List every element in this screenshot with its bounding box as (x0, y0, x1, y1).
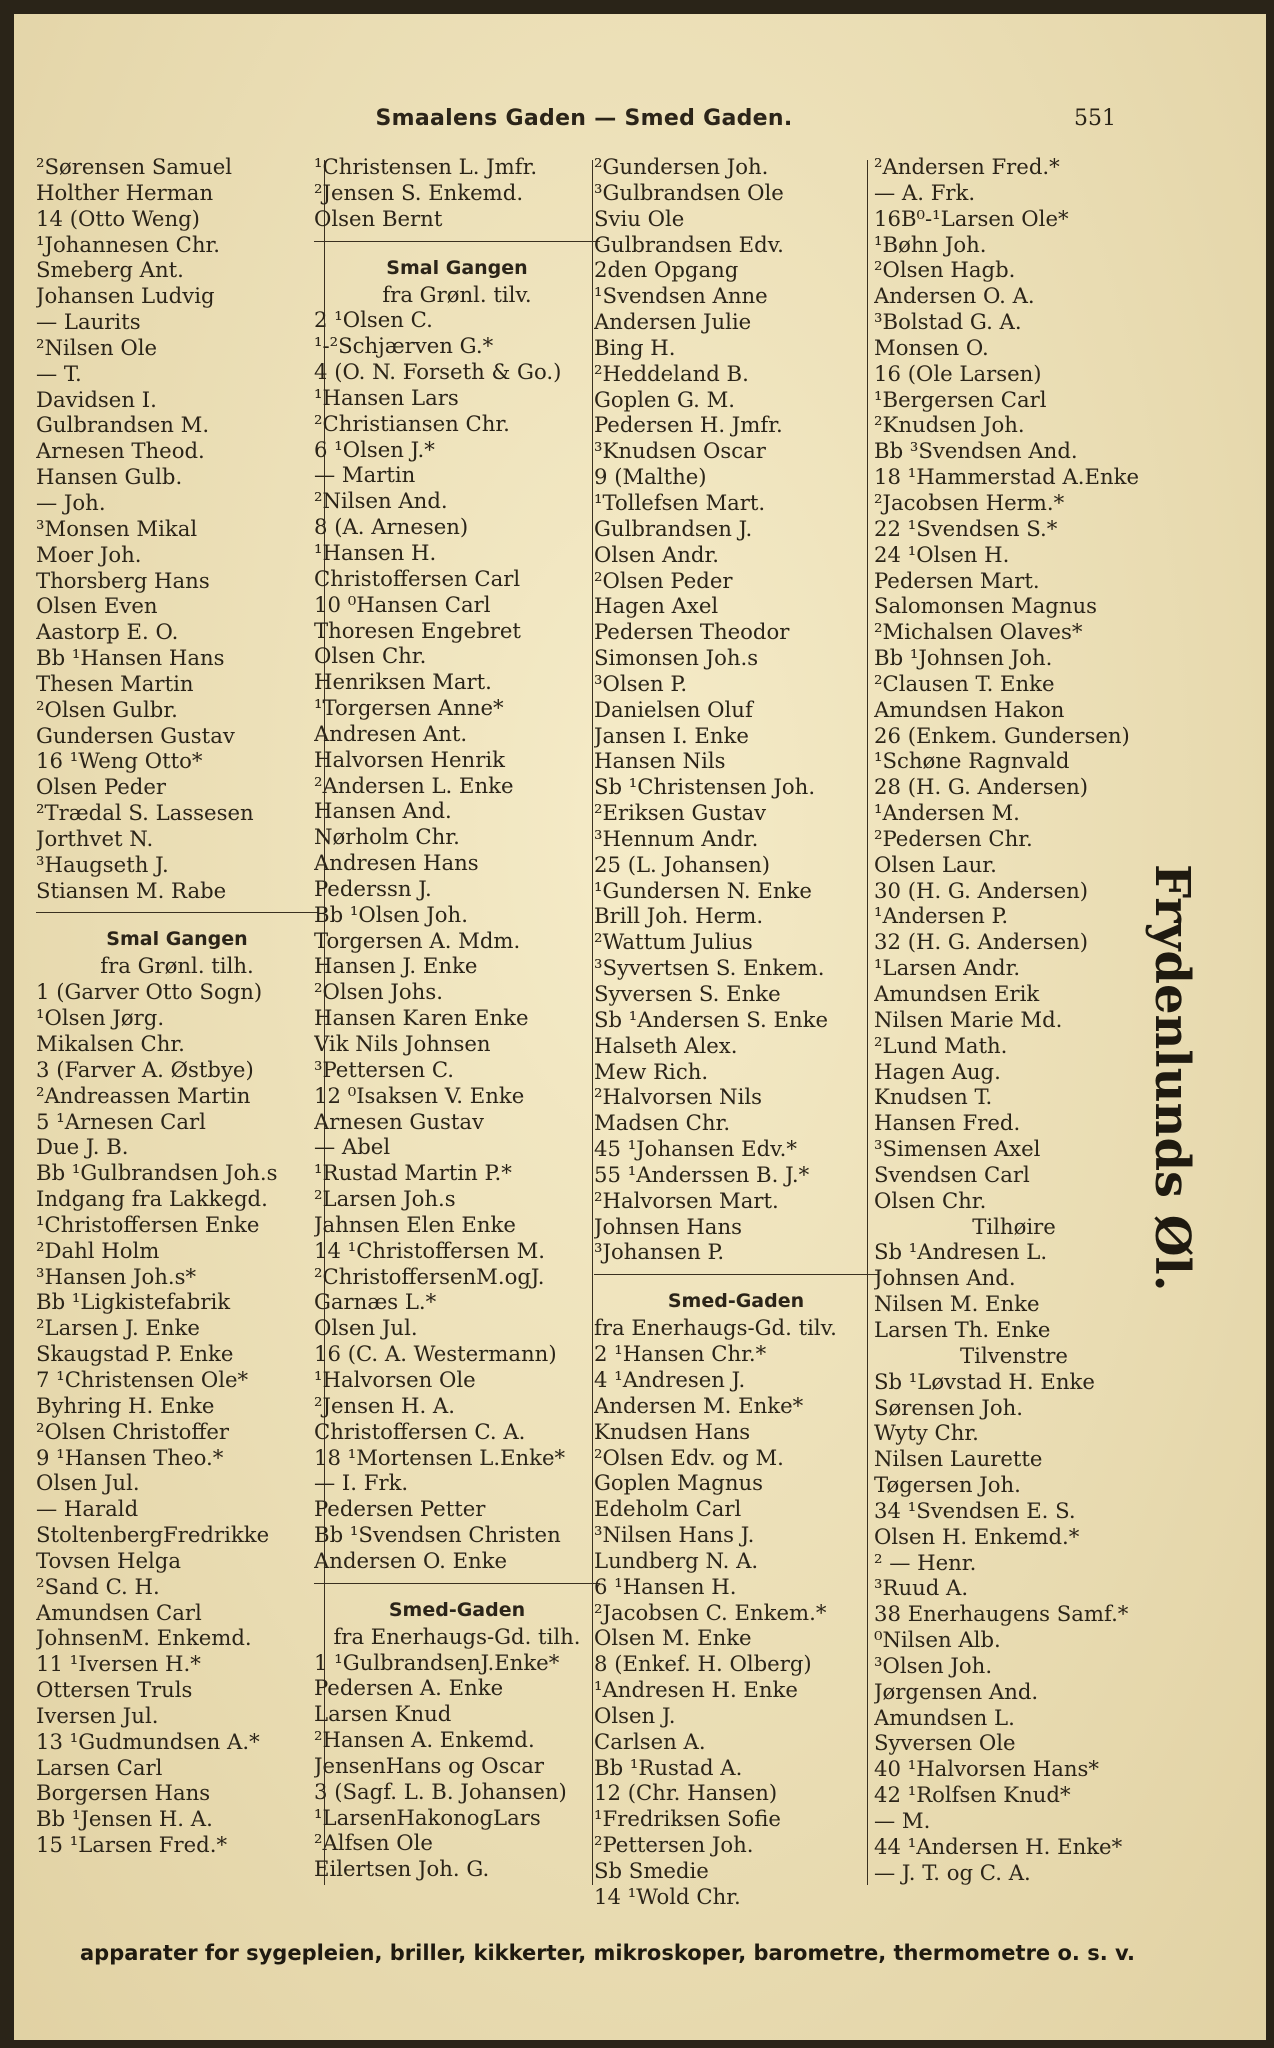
resident-entry: Johansen Ludvig (36, 283, 215, 309)
resident-entry: ²Olsen Hagb. (874, 257, 1016, 283)
resident-entry: Nilsen Laurette (874, 1446, 1043, 1472)
resident-entry: Iversen Jul. (36, 1702, 159, 1728)
resident-entry: Andersen O. Enke (314, 1547, 508, 1573)
resident-entry: 44 ¹Andersen H. Enke* (874, 1833, 1123, 1859)
resident-entry: Jahnsen Elen Enke (314, 1211, 516, 1237)
resident-entry: 40 ¹Halvorsen Hans* (874, 1756, 1099, 1782)
resident-entry: fra Enerhaugs-Gd. tilv. (594, 1315, 837, 1341)
section-rule (314, 1574, 600, 1584)
resident-entry: Olsen Chr. (314, 643, 427, 669)
resident-entry: — M. (874, 1808, 931, 1833)
resident-entry: Tovsen Helga (36, 1547, 181, 1573)
resident-entry: Jansen I. Enke (594, 722, 749, 748)
resident-entry: Tøgersen Joh. (874, 1472, 1021, 1498)
resident-entry: ³Syvertsen S. Enkem. (594, 955, 825, 981)
resident-entry: 12 (Chr. Hansen) (594, 1780, 778, 1806)
resident-entry: ²Eriksen Gustav (594, 800, 767, 826)
resident-entry: Larsen Th. Enke (874, 1316, 1051, 1342)
resident-entry: Edeholm Carl (594, 1496, 742, 1522)
resident-entry: Pedersen A. Enke (314, 1675, 504, 1701)
resident-entry: Olsen J. (594, 1702, 676, 1728)
resident-entry: Nørholm Chr. (314, 824, 460, 850)
resident-entry: 32 (H. G. Andersen) (874, 929, 1089, 955)
resident-entry: Halseth Alex. (594, 1032, 738, 1058)
resident-entry: 16 (C. A. Westermann) (314, 1341, 557, 1367)
resident-entry: JensenHans og Oscar (314, 1752, 545, 1778)
section-rule (36, 903, 318, 913)
resident-entry: ¹Hansen H. (314, 539, 437, 565)
resident-entry: Sb ¹Christensen Joh. (594, 774, 816, 800)
resident-entry: ¹Olsen Jørg. (36, 1005, 165, 1031)
resident-entry: JohnsenM. Enkemd. (36, 1625, 252, 1651)
resident-entry: 16B⁰-¹Larsen Ole* (874, 205, 1069, 231)
street-subheading: fra Grønl. tilh. (100, 953, 254, 979)
resident-entry: ¹Andersen P. (874, 903, 1009, 929)
resident-entry: ²Olsen Johs. (314, 979, 443, 1005)
resident-entry: Syversen S. Enke (594, 981, 781, 1006)
resident-entry: Bb ¹Svendsen Christen (314, 1522, 561, 1548)
resident-entry: ²Lund Math. (874, 1032, 1008, 1058)
resident-entry: ²Halvorsen Mart. (594, 1187, 779, 1213)
resident-entry: — Martin (314, 462, 416, 488)
resident-entry: Davidsen I. (36, 386, 157, 412)
resident-entry: Hansen J. Enke (314, 953, 478, 979)
resident-entry: 15 ¹Larsen Fred.* (36, 1832, 228, 1858)
resident-entry: Byhring H. Enke (36, 1392, 215, 1418)
resident-entry: Henriksen Mart. (314, 669, 492, 695)
resident-entry: Mew Rich. (594, 1058, 709, 1084)
resident-entry: Johnsen Hans (594, 1213, 742, 1239)
page-number: 551 (1074, 106, 1116, 131)
resident-entry: Gulbrandsen J. (594, 515, 753, 541)
resident-entry: Olsen M. Enke (594, 1625, 752, 1651)
column-1 (36, 154, 318, 1858)
resident-entry: Salomonsen Magnus (874, 593, 1098, 619)
resident-entry: — J. T. og C. A. (874, 1859, 1031, 1885)
resident-entry: Amundsen Hakon (874, 696, 1065, 722)
resident-entry: 12 ⁰Isaksen V. Enke (314, 1082, 525, 1108)
resident-entry: 2 ¹Olsen C. (314, 307, 433, 333)
resident-entry: Sb ¹Andresen L. (874, 1239, 1048, 1265)
resident-entry: Moer Joh. (36, 541, 142, 567)
resident-entry: Sviu Ole (594, 205, 685, 231)
resident-entry: — I. Frk. (314, 1470, 409, 1496)
resident-entry: Larsen Carl (36, 1754, 163, 1780)
resident-entry: Pedersen Theodor (594, 619, 790, 645)
street-heading: Smed-Gaden (388, 1598, 526, 1621)
resident-entry: StoltenbergFredrikke (36, 1522, 270, 1548)
resident-entry: Simonsen Joh.s (594, 645, 759, 671)
resident-entry: ²Sand C. H. (36, 1573, 160, 1599)
resident-entry: 38 Enerhaugens Samf.* (874, 1601, 1129, 1627)
directory-page (14, 14, 1266, 2040)
resident-entry: Johnsen And. (874, 1265, 1016, 1291)
resident-entry: ³Ruud A. (874, 1575, 969, 1601)
resident-entry: Olsen Chr. (874, 1187, 987, 1213)
resident-entry: Thoresen Engebret (314, 617, 521, 643)
resident-entry: ¹Gundersen N. Enke (594, 877, 812, 903)
resident-entry: ³Nilsen Hans J. (594, 1522, 755, 1548)
resident-entry: Amundsen L. (874, 1704, 1015, 1730)
resident-entry: Bb ¹Gulbrandsen Joh.s (36, 1160, 278, 1186)
resident-entry: Goplen Magnus (594, 1470, 763, 1496)
resident-entry: Carlsen A. (594, 1728, 706, 1754)
resident-entry: ²Olsen Peder (594, 567, 733, 593)
column-divider (592, 160, 593, 1885)
resident-entry: 3 (Sagf. L. B. Johansen) (314, 1778, 567, 1804)
resident-entry: ²Pedersen Chr. (874, 825, 1033, 851)
resident-entry: ¹LarsenHakonogLars (314, 1804, 541, 1830)
resident-entry: Olsen H. Enkemd.* (874, 1523, 1080, 1549)
resident-entry: Monsen O. (874, 334, 989, 360)
resident-entry: Jorthvet N. (36, 825, 154, 851)
resident-entry: ²Andersen L. Enke (314, 772, 514, 798)
resident-entry: Amundsen Carl (36, 1599, 202, 1625)
resident-entry: 11 ¹Iversen H.* (36, 1651, 201, 1677)
resident-entry: Bb ³Svendsen And. (874, 438, 1078, 464)
resident-entry: Bb ¹Johnsen Joh. (874, 645, 1053, 671)
resident-entry: 1 ¹GulbrandsenJ.Enke* (314, 1649, 560, 1675)
resident-entry: ²Jacobsen Herm.* (874, 489, 1065, 515)
resident-entry: 25 (L. Johansen) (594, 851, 770, 877)
resident-entry: ²Gundersen Joh. (594, 154, 769, 179)
resident-entry: — Abel (314, 1134, 391, 1160)
resident-entry: ³Gulbrandsen Ole (594, 179, 784, 205)
resident-entry: Gulbrandsen M. (36, 412, 210, 438)
resident-entry: Hansen Fred. (874, 1110, 1021, 1136)
resident-entry: Hagen Axel (594, 593, 719, 619)
resident-entry: 2den Opgang (594, 257, 739, 283)
resident-entry: Wyty Chr. (874, 1420, 979, 1446)
resident-entry: Olsen Peder (36, 774, 167, 800)
column-3 (594, 154, 878, 1910)
resident-entry: Andersen O. A. (874, 283, 1035, 309)
resident-entry: ²Larsen J. Enke (36, 1315, 200, 1341)
resident-entry: ²Sørensen Samuel (36, 154, 233, 179)
resident-entry: 22 ¹Svendsen S.* (874, 515, 1058, 541)
resident-entry: 5 ¹Arnesen Carl (36, 1108, 206, 1134)
resident-entry: Christoffersen Carl (314, 565, 521, 591)
resident-entry: 34 ¹Svendsen E. S. (874, 1497, 1076, 1523)
resident-entry: Syversen Ole (874, 1730, 1016, 1756)
resident-entry: Knudsen Hans (594, 1418, 751, 1444)
resident-entry: 4 ¹Andresen J. (594, 1366, 746, 1392)
column-divider (867, 160, 868, 1885)
resident-entry: 4 (O. N. Forseth & Go.) (314, 359, 562, 385)
resident-entry: 3 (Farver A. Østbye) (36, 1056, 254, 1082)
resident-entry: — T. (36, 360, 82, 386)
resident-entry: ³Hansen Joh.s* (36, 1263, 197, 1289)
resident-entry: Lundberg N. A. (594, 1547, 759, 1573)
resident-entry: 45 ¹Johansen Edv.* (594, 1136, 797, 1162)
resident-entry: Christoffersen C. A. (314, 1418, 526, 1444)
resident-entry: Pedersen H. Jmfr. (594, 412, 783, 438)
resident-entry: Holther Herman (36, 179, 214, 205)
resident-entry: 1 (Garver Otto Sogn) (36, 979, 263, 1005)
resident-entry: Borgersen Hans (36, 1780, 211, 1806)
resident-entry: 6 ¹Olsen J.* (314, 436, 435, 462)
resident-entry: 26 (Enkem. Gundersen) (874, 722, 1130, 748)
resident-entry: Indgang fra Lakkegd. (36, 1186, 268, 1212)
resident-entry: ³Haugseth J. (36, 851, 169, 877)
resident-entry: ¹Svendsen Anne (594, 283, 768, 309)
resident-entry: Due J. B. (36, 1134, 129, 1160)
resident-entry: Gundersen Gustav (36, 722, 235, 748)
resident-entry: ³Olsen P. (594, 670, 688, 696)
street-heading: Smal Gangen (386, 256, 528, 279)
resident-entry: Pedersen Petter (314, 1496, 486, 1522)
footer-advertisement: apparater for sygepleien, briller, kikkerter, mikroskoper, barometre, thermometre o. s. v. (80, 1941, 1135, 1965)
resident-entry: 28 (H. G. Andersen) (874, 774, 1089, 800)
resident-entry: 6 ¹Hansen H. (594, 1573, 737, 1599)
resident-entry: Bing H. (594, 334, 676, 360)
resident-entry: Sb ¹Andersen S. Enke (594, 1006, 828, 1032)
resident-entry: ²Christiansen Chr. (314, 410, 510, 436)
resident-entry: ²Pettersen Joh. (594, 1832, 754, 1858)
street-subheading: fra Enerhaugs-Gd. tilh. (333, 1623, 581, 1649)
resident-entry: Mikalsen Chr. (36, 1031, 185, 1056)
resident-entry: 18 ¹Mortensen L.Enke* (314, 1444, 566, 1470)
resident-entry: ²Olsen Gulbr. (36, 696, 178, 722)
section-rule (594, 1265, 878, 1275)
resident-entry: ²Heddeland B. (594, 360, 749, 386)
resident-entry: ¹Halvorsen Ole (314, 1366, 476, 1392)
resident-entry: Torgersen A. Mdm. (314, 927, 521, 953)
resident-entry: ²Michalsen Olaves* (874, 619, 1083, 645)
resident-entry: Eilertsen Joh. G. (314, 1856, 490, 1882)
resident-entry: ²Clausen T. Enke (874, 670, 1055, 696)
resident-entry: Goplen G. M. (594, 386, 736, 412)
resident-entry: Gulbrandsen Edv. (594, 231, 784, 257)
resident-entry: Stiansen M. Rabe (36, 877, 227, 903)
resident-entry: Knudsen T. (874, 1084, 993, 1110)
resident-entry: ²Jacobsen C. Enkem.* (594, 1599, 827, 1625)
resident-entry: 8 (Enkef. H. Olberg) (594, 1651, 812, 1677)
resident-entry: Arnesen Theod. (36, 438, 205, 464)
resident-entry: Thesen Martin (36, 670, 194, 696)
resident-entry: Hansen Nils (594, 748, 726, 774)
resident-entry: 18 ¹Hammerstad A.Enke (874, 464, 1139, 490)
resident-entry: Bb ¹Rustad A. (594, 1754, 743, 1780)
resident-entry: ² — Henr. (874, 1549, 977, 1575)
resident-entry: ²Olsen Edv. og M. (594, 1444, 784, 1470)
resident-entry: — Joh. (36, 489, 106, 515)
resident-entry: ¹-²Schjærven G.* (314, 333, 494, 359)
resident-entry: Smeberg Ant. (36, 257, 184, 283)
street-heading: Smed-Gaden (667, 1290, 805, 1313)
resident-entry: Bb ¹Olsen Joh. (314, 901, 468, 927)
resident-entry: ²Jensen H. A. (314, 1392, 455, 1418)
resident-entry: ²ChristoffersenM.ogJ. (314, 1263, 545, 1289)
resident-entry: 16 ¹Weng Otto* (36, 748, 203, 774)
resident-entry: Sb Smedie (594, 1858, 709, 1883)
resident-entry: Aastorp E. O. (36, 619, 179, 645)
resident-entry: 55 ¹Anderssen B. J.* (594, 1161, 810, 1187)
resident-entry: 9 ¹Hansen Theo.* (36, 1444, 224, 1470)
resident-entry: Olsen Andr. (594, 541, 719, 567)
resident-entry: ²Trædal S. Lassesen (36, 800, 254, 826)
section-rule (314, 232, 600, 242)
resident-entry: ³Knudsen Oscar (594, 438, 766, 464)
resident-entry: ²Halvorsen Nils (594, 1084, 762, 1110)
resident-entry: Pedersen Mart. (874, 567, 1040, 593)
resident-entry: Hansen Karen Enke (314, 1005, 529, 1031)
resident-entry: Andresen Hans (314, 850, 479, 876)
resident-entry: Vik Nils Johnsen (314, 1031, 491, 1056)
resident-entry: ¹Bøhn Joh. (874, 231, 987, 257)
resident-entry: Andersen M. Enke* (594, 1392, 804, 1418)
resident-entry: Nilsen Marie Md. (874, 1006, 1063, 1032)
street-heading: Smal Gangen (106, 928, 248, 951)
resident-entry: Nilsen M. Enke (874, 1291, 1040, 1317)
resident-entry: ¹Tollefsen Mart. (594, 489, 766, 515)
resident-entry: ¹Schøne Ragnvald (874, 748, 1070, 774)
resident-entry: ¹Rustad Martin P.* (314, 1160, 512, 1186)
resident-entry: ³Hennum Andr. (594, 825, 759, 851)
resident-entry: ¹Johannesen Chr. (36, 231, 221, 257)
resident-entry: 14 ¹Wold Chr. (594, 1883, 741, 1909)
resident-entry: ¹Fredriksen Sofie (594, 1806, 781, 1832)
resident-entry: — Laurits (36, 309, 141, 335)
resident-entry: Sb ¹Løvstad H. Enke (874, 1368, 1095, 1394)
resident-entry: ¹Christoffersen Enke (36, 1211, 260, 1237)
resident-entry: Bb ¹Hansen Hans (36, 645, 225, 671)
resident-entry: 24 ¹Olsen H. (874, 541, 1010, 567)
resident-entry: ²Olsen Christoffer (36, 1418, 230, 1444)
resident-entry: ²Andreassen Martin (36, 1082, 251, 1108)
resident-entry: Bb ¹Ligkistefabrik (36, 1289, 231, 1315)
resident-entry: 7 ¹Christensen Ole* (36, 1366, 249, 1392)
resident-entry: ¹Andersen M. (874, 800, 1020, 826)
resident-entry: Amundsen Erik (874, 981, 1040, 1006)
resident-entry: Olsen Bernt (314, 205, 443, 231)
column-4 (874, 154, 1154, 1886)
resident-entry: ²Andersen Fred.* (874, 154, 1060, 179)
resident-entry: Halvorsen Henrik (314, 746, 505, 772)
resident-entry: ⁰Nilsen Alb. (874, 1627, 1001, 1653)
column-2 (314, 154, 600, 1882)
resident-entry: — A. Frk. (874, 179, 976, 205)
resident-entry: Hansen Gulb. (36, 464, 183, 490)
resident-entry: Pederssn J. (314, 875, 432, 901)
resident-entry: ³Monsen Mikal (36, 515, 198, 541)
resident-entry: 14 ¹Christoffersen M. (314, 1237, 546, 1263)
resident-entry: Svendsen Carl (874, 1161, 1030, 1187)
resident-entry: Jørgensen And. (874, 1678, 1039, 1704)
resident-entry: ²Dahl Holm (36, 1237, 160, 1263)
resident-entry: 10 ⁰Hansen Carl (314, 591, 491, 617)
page-header: Smaalens Gaden — Smed Gaden. (375, 106, 793, 131)
resident-entry: ²Larsen Joh.s (314, 1186, 456, 1212)
resident-entry: Olsen Laur. (874, 851, 997, 877)
resident-entry: 9 (Malthe) (594, 464, 707, 490)
resident-entry: Bb ¹Jensen H. A. (36, 1806, 213, 1832)
resident-entry: 2 ¹Hansen Chr.* (594, 1341, 767, 1367)
resident-entry: Sørensen Joh. (874, 1394, 1024, 1420)
resident-entry: ¹Larsen Andr. (874, 955, 1021, 981)
resident-entry: Olsen Even (36, 593, 158, 619)
resident-entry: 8 (A. Arnesen) (314, 514, 469, 540)
resident-entry: Madsen Chr. (594, 1110, 731, 1136)
resident-entry: ¹Andresen H. Enke (594, 1677, 798, 1703)
resident-entry: Olsen Jul. (314, 1315, 418, 1341)
resident-entry: ³Olsen Joh. (874, 1652, 993, 1678)
resident-entry: Andersen Julie (594, 309, 752, 335)
resident-entry: Hagen Aug. (874, 1058, 1001, 1084)
resident-entry: Skaugstad P. Enke (36, 1341, 234, 1367)
resident-entry: ²Nilsen And. (314, 488, 448, 514)
resident-entry: Brill Joh. Herm. (594, 903, 764, 929)
resident-entry: 13 ¹Gudmundsen A.* (36, 1728, 260, 1754)
side-advertisement (1144, 864, 1214, 1292)
resident-entry: ²Alfsen Ole (314, 1830, 433, 1856)
resident-entry: 14 (Otto Weng) (36, 205, 200, 231)
street-subheading: Tilhøire (972, 1213, 1056, 1239)
resident-entry: Olsen Jul. (36, 1470, 140, 1496)
resident-entry: ²Jensen S. Enkemd. (314, 179, 524, 205)
resident-entry: Andresen Ant. (314, 720, 468, 746)
resident-entry: Garnæs L.* (314, 1289, 437, 1315)
resident-entry: ²Wattum Julius (594, 929, 753, 955)
resident-entry: ¹Torgersen Anne* (314, 695, 504, 721)
resident-entry: Larsen Knud (314, 1701, 452, 1727)
resident-entry: ³Simensen Axel (874, 1136, 1041, 1162)
resident-entry: Thorsberg Hans (36, 567, 210, 593)
resident-entry: 30 (H. G. Andersen) (874, 877, 1089, 903)
resident-entry: Hansen And. (314, 798, 452, 824)
side-advertisement-text: Frydenlunds Øl. (1144, 864, 1200, 1292)
resident-entry: ²Hansen A. Enkemd. (314, 1727, 535, 1753)
resident-entry: Arnesen Gustav (314, 1108, 484, 1134)
resident-entry: ²Knudsen Joh. (874, 412, 1025, 438)
resident-entry: 42 ¹Rolfsen Knud* (874, 1782, 1071, 1808)
resident-entry: ²Nilsen Ole (36, 334, 158, 360)
resident-entry: ¹Christensen L. Jmfr. (314, 154, 538, 179)
resident-entry: ³Johansen P. (594, 1239, 725, 1265)
resident-entry: Ottersen Truls (36, 1677, 193, 1703)
resident-entry: 16 (Ole Larsen) (874, 360, 1042, 386)
street-subheading: fra Grønl. tilv. (382, 281, 532, 307)
resident-entry: ³Pettersen C. (314, 1056, 455, 1082)
street-subheading: Tilvenstre (960, 1342, 1068, 1368)
resident-entry: ¹Hansen Lars (314, 384, 459, 410)
resident-entry: — Harald (36, 1496, 139, 1522)
resident-entry: Danielsen Oluf (594, 696, 753, 722)
resident-entry: ³Bolstad G. A. (874, 309, 1022, 335)
resident-entry: ¹Bergersen Carl (874, 386, 1047, 412)
